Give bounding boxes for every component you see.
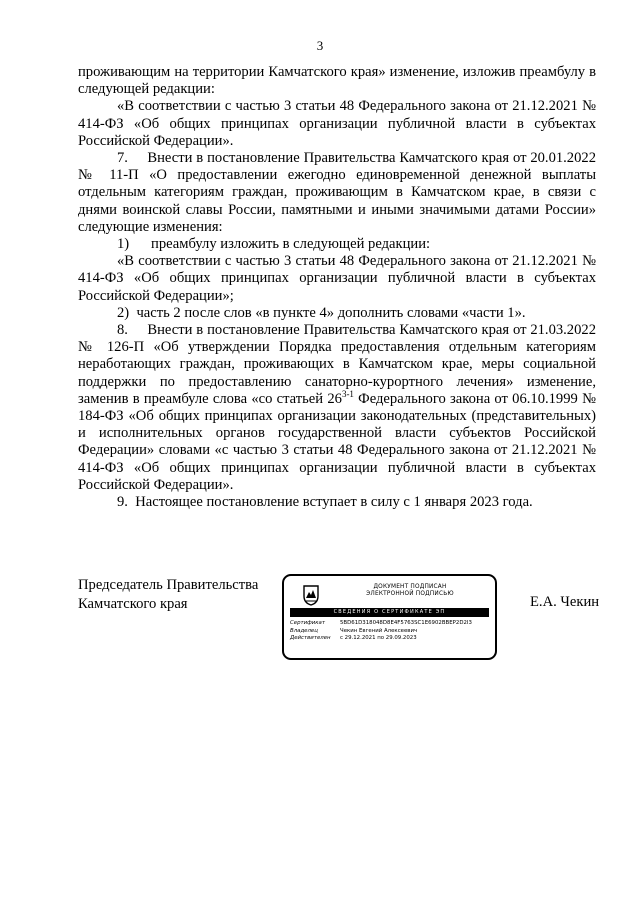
document-body xyxy=(78,64,596,511)
certificate-info-bar: СВЕДЕНИЯ О СЕРТИФИКАТЕ ЭП xyxy=(290,608,489,617)
signatory-name: Е.А. Чекин xyxy=(530,594,600,610)
owner-value: Чекин Евгений Алексеевич xyxy=(340,627,418,634)
electronic-signature-stamp xyxy=(282,574,497,660)
signatory-position xyxy=(78,576,258,614)
stamp-title-line: ДОКУМЕНТ ПОДПИСАН xyxy=(373,584,447,590)
validity-label: Действителен xyxy=(290,635,331,641)
superscript: 3-1 xyxy=(341,388,354,399)
paragraph: 9. Настоящее постановление вступает в силу с 1 января 2023 года. xyxy=(117,494,533,511)
paragraph: 2) часть 2 после слов «в пункте 4» дополнить словами «части 1». xyxy=(117,304,526,321)
certificate-row xyxy=(290,620,490,628)
position-line: Камчатского края xyxy=(78,596,188,612)
paragraph: «В соответствии с частью 3 статьи 48 Федерального закона от 21.12.2021 № 414-ФЗ «Об общих принципах организации публичной власти в субъектах Российской Федерации»; xyxy=(78,253,596,304)
owner-label: Владелец xyxy=(290,627,318,634)
coat-of-arms-icon xyxy=(302,584,320,606)
paragraph-text: 8. Внести в постановление Правительства Камчатского края от 21.03.2022 № 126-П «Об утверждении Порядка предоставления отдельным категориям неработающих граждан, проживающих в Камчатском крае, меры социальной поддержки по предоставлению санаторно-курортного лечения» изменение, заменив в преамбуле слова «со статьей 26 xyxy=(78,322,596,407)
page-number: 3 xyxy=(316,38,324,53)
validity-row xyxy=(290,635,490,643)
stamp-title xyxy=(332,584,488,598)
certificate-label: Сертификат xyxy=(290,620,325,626)
paragraph: проживающим на территории Камчатского края» изменение, изложив преамбулу в следующей редакции: xyxy=(78,64,596,98)
certificate-details xyxy=(290,620,490,643)
position-line: Председатель Правительства xyxy=(78,577,259,593)
paragraph: 1) преамбулу изложить в следующей редакции: xyxy=(117,236,431,253)
paragraph-text: Федерального закона от 06.10.1999 № 184-ФЗ «Об общих принципах организации законодательных (представительных) и исполнительных органов государственной власти субъектов Российской Федерации» словами «с частью 3 статьи 48 Федерального закона от 21.12.2021 № 414-ФЗ «Об общих принципах организации публичной власти в субъектах Российской Федерации». xyxy=(78,390,596,493)
paragraph: 7. Внести в постановление Правительства Камчатского края от 20.01.2022 № 11-П «О предоставлении ежегодно единовременной денежной выплаты отдельным категориям граждан, проживающим в Камчатском крае, в связи с днями воинской славы России, памятными и иными значимыми датами России» следующие изменения: xyxy=(78,150,596,235)
stamp-title-line: ЭЛЕКТРОННОЙ ПОДПИСЬЮ xyxy=(366,591,454,597)
paragraph xyxy=(78,322,596,494)
paragraph: «В соответствии с частью 3 статьи 48 Федерального закона от 21.12.2021 № 414-ФЗ «Об общих принципах организации публичной власти в субъектах Российской Федерации». xyxy=(78,98,596,149)
owner-row xyxy=(290,628,490,636)
certificate-value: 5BD61D318048D8E4F5763SC1E6902BBEP2D2I3 xyxy=(340,620,472,626)
validity-value: с 29.12.2021 по 29.09.2023 xyxy=(340,635,417,641)
